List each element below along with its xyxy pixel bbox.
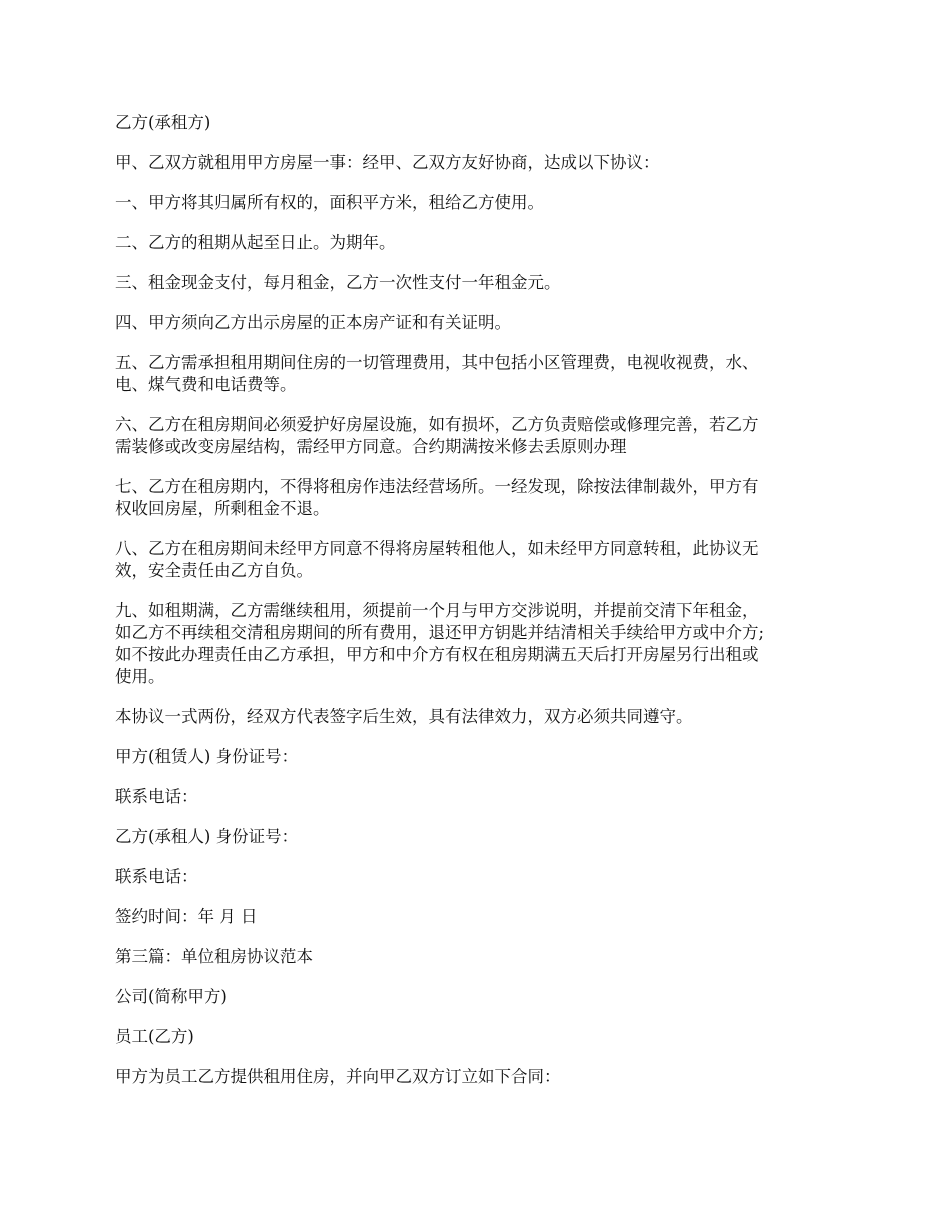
paragraph-line: 乙方(承租方): [115, 113, 211, 132]
paragraph-line: 四、甲方须向乙方出示房屋的正本房产证和有关证明。: [115, 313, 511, 332]
document-body: [115, 112, 845, 1106]
paragraph: [115, 706, 845, 728]
paragraph-line: 联系电话：: [115, 787, 198, 806]
paragraph-line: 本协议一式两份，经双方代表签字后生效，具有法律效力，双方必须共同遵守。: [115, 707, 693, 726]
paragraph: [115, 986, 845, 1008]
paragraph-line: 甲、乙双方就租用甲方房屋一事：经甲、乙双方友好协商，达成以下协议：: [115, 153, 660, 172]
paragraph-line: 九、如租期满，乙方需继续租用，须提前一个月与甲方交涉说明，并提前交清下年租金，: [115, 601, 759, 620]
paragraph: [115, 600, 845, 688]
paragraph-line: 如不按此办理责任由乙方承担，甲方和中介方有权在租房期满五天后打开房屋另行出租或: [115, 645, 759, 664]
paragraph: [115, 538, 845, 582]
paragraph: [115, 906, 845, 928]
paragraph: [115, 786, 845, 808]
paragraph: [115, 272, 845, 294]
paragraph-line: 需装修或改变房屋结构，需经甲方同意。合约期满按米修去丢原则办理: [115, 437, 627, 456]
paragraph-line: 二、乙方的租期从起至日止。为期年。: [115, 233, 396, 252]
paragraph: [115, 192, 845, 214]
paragraph: [115, 1026, 845, 1048]
paragraph-line: 权收回房屋，所剩租金不退。: [115, 499, 330, 518]
paragraph-line: 签约时间：年 月 日: [115, 907, 258, 926]
paragraph-line: 第三篇：单位租房协议范本: [115, 947, 313, 966]
paragraph: [115, 946, 845, 968]
paragraph: [115, 414, 845, 458]
paragraph: [115, 232, 845, 254]
paragraph: [115, 476, 845, 520]
paragraph-line: 三、租金现金支付，每月租金，乙方一次性支付一年租金元。: [115, 273, 561, 292]
paragraph-line: 使用。: [115, 667, 165, 686]
paragraph-line: 联系电话：: [115, 867, 198, 886]
paragraph: [115, 866, 845, 888]
paragraph-line: 一、甲方将其归属所有权的，面积平方米，租给乙方使用。: [115, 193, 544, 212]
paragraph: [115, 826, 845, 848]
paragraph: [115, 746, 845, 768]
paragraph-line: 八、乙方在租房期间未经甲方同意不得将房屋转租他人，如未经甲方同意转租，此协议无: [115, 539, 759, 558]
paragraph-line: 六、乙方在租房期间必须爱护好房屋设施，如有损坏，乙方负责赔偿或修理完善，若乙方: [115, 415, 759, 434]
paragraph-line: 甲方(租赁人) 身份证号：: [115, 747, 299, 766]
paragraph: [115, 112, 845, 134]
paragraph-line: 公司(简称甲方): [115, 987, 227, 1006]
paragraph-line: 五、乙方需承担租用期间住房的一切管理费用，其中包括小区管理费，电视收视费，水、: [115, 353, 759, 372]
paragraph-line: 效，安全责任由乙方自负。: [115, 561, 313, 580]
paragraph-line: 员工(乙方): [115, 1027, 194, 1046]
paragraph: [115, 1066, 845, 1088]
paragraph-line: 电、煤气费和电话费等。: [115, 375, 297, 394]
paragraph-line: 如乙方不再续租交清租房期间的所有费用，退还甲方钥匙并结清相关手续给甲方或中介方;: [115, 623, 765, 642]
paragraph: [115, 312, 845, 334]
paragraph-line: 甲方为员工乙方提供租用住房，并向甲乙双方订立如下合同：: [115, 1067, 561, 1086]
paragraph: [115, 352, 845, 396]
paragraph-line: 七、乙方在租房期内，不得将租房作违法经营场所。一经发现，除按法律制裁外，甲方有: [115, 477, 759, 496]
paragraph-line: 乙方(承租人) 身份证号：: [115, 827, 299, 846]
paragraph: [115, 152, 845, 174]
